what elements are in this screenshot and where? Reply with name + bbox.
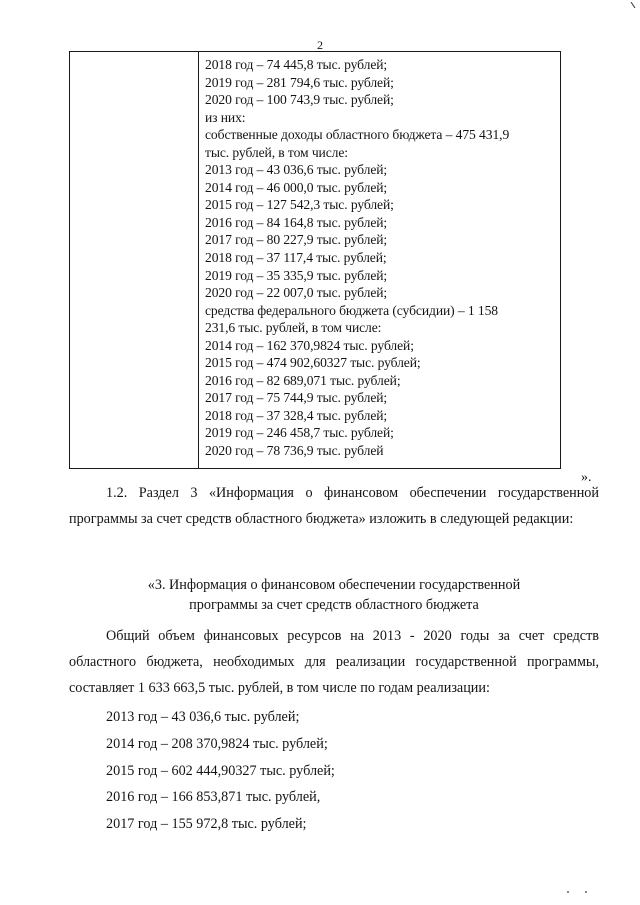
year-list-item: 2015 год – 602 444,90327 тыс. рублей; (106, 762, 335, 779)
table-line: 2013 год – 43 036,6 тыс. рублей; (205, 162, 388, 178)
budget-table (69, 51, 561, 469)
table-line: тыс. рублей, в том числе: (205, 144, 348, 160)
table-line: средства федерального бюджета (субсидии) – 1 158 (205, 302, 498, 318)
scan-corner-mark (630, 2, 636, 8)
year-list (106, 704, 335, 838)
table-line: 2019 год – 246 458,7 тыс. рублей; (205, 425, 394, 441)
table-line: 2020 год – 22 007,0 тыс. рублей; (205, 285, 388, 301)
closing-quote: ». (581, 470, 592, 485)
table-line: 2015 год – 474 902,60327 тыс. рублей; (205, 355, 421, 371)
table-line: 2020 год – 100 743,9 тыс. рублей; (205, 92, 394, 108)
year-list-item: 2016 год – 166 853,871 тыс. рублей, (106, 789, 321, 806)
table-line: из них: (205, 109, 246, 125)
table-line: 2018 год – 74 445,8 тыс. рублей; (205, 57, 388, 72)
table-line: 2017 год – 75 744,9 тыс. рублей; (205, 390, 388, 406)
scan-footer-marks (566, 889, 588, 895)
table-line: 2019 год – 35 335,9 тыс. рублей; (205, 267, 388, 283)
table-line: 2014 год – 162 370,9824 тыс. рублей; (205, 337, 414, 353)
table-line: 2019 год – 281 794,6 тыс. рублей; (205, 74, 394, 90)
table-line: 2020 год – 78 736,9 тыс. рублей (205, 443, 384, 459)
section-heading (69, 575, 599, 615)
page-number: 2 (317, 38, 323, 52)
section-heading-line-2: программы за счет средств областного бюджета (189, 597, 479, 613)
table-line: 2018 год – 37 328,4 тыс. рублей; (205, 407, 388, 423)
year-list-item: 2013 год – 43 036,6 тыс. рублей; (106, 709, 300, 725)
year-list-item: 2017 год – 155 972,8 тыс. рублей; (106, 816, 307, 833)
table-line: 2017 год – 80 227,9 тыс. рублей; (205, 232, 388, 248)
table-line: 2018 год – 37 117,4 тыс. рублей; (205, 250, 387, 266)
table-line: 2016 год – 82 689,071 тыс. рублей; (205, 372, 401, 388)
table-right-cell (199, 52, 561, 469)
table-line: 2015 год – 127 542,3 тыс. рублей; (205, 197, 394, 213)
paragraph-general-volume: Общий объем финансовых ресурсов на 2013 - 2020 годы за счет средств областного бюджета, необходимых для реализации государственной программы, составляет 1 633 663,5 тыс. рублей, в том числе по годам реализации: (69, 628, 599, 696)
table-line: собственные доходы областного бюджета – 475 431,9 (205, 127, 510, 143)
year-list-item: 2014 год – 208 370,9824 тыс. рублей; (106, 735, 328, 752)
table-line: 231,6 тыс. рублей, в том числе: (205, 320, 382, 336)
table-left-cell (70, 52, 199, 469)
table-line: 2016 год – 84 164,8 тыс. рублей; (205, 214, 388, 230)
paragraph-1-2: 1.2. Раздел 3 «Информация о финансовом обеспечении государственной программы за счет средств областного бюджета» изложить в следующей редакции: (69, 485, 599, 527)
table-line: 2014 год – 46 000,0 тыс. рублей; (205, 179, 388, 195)
section-heading-line-1: «3. Информация о финансовом обеспечении государственной (147, 577, 521, 593)
